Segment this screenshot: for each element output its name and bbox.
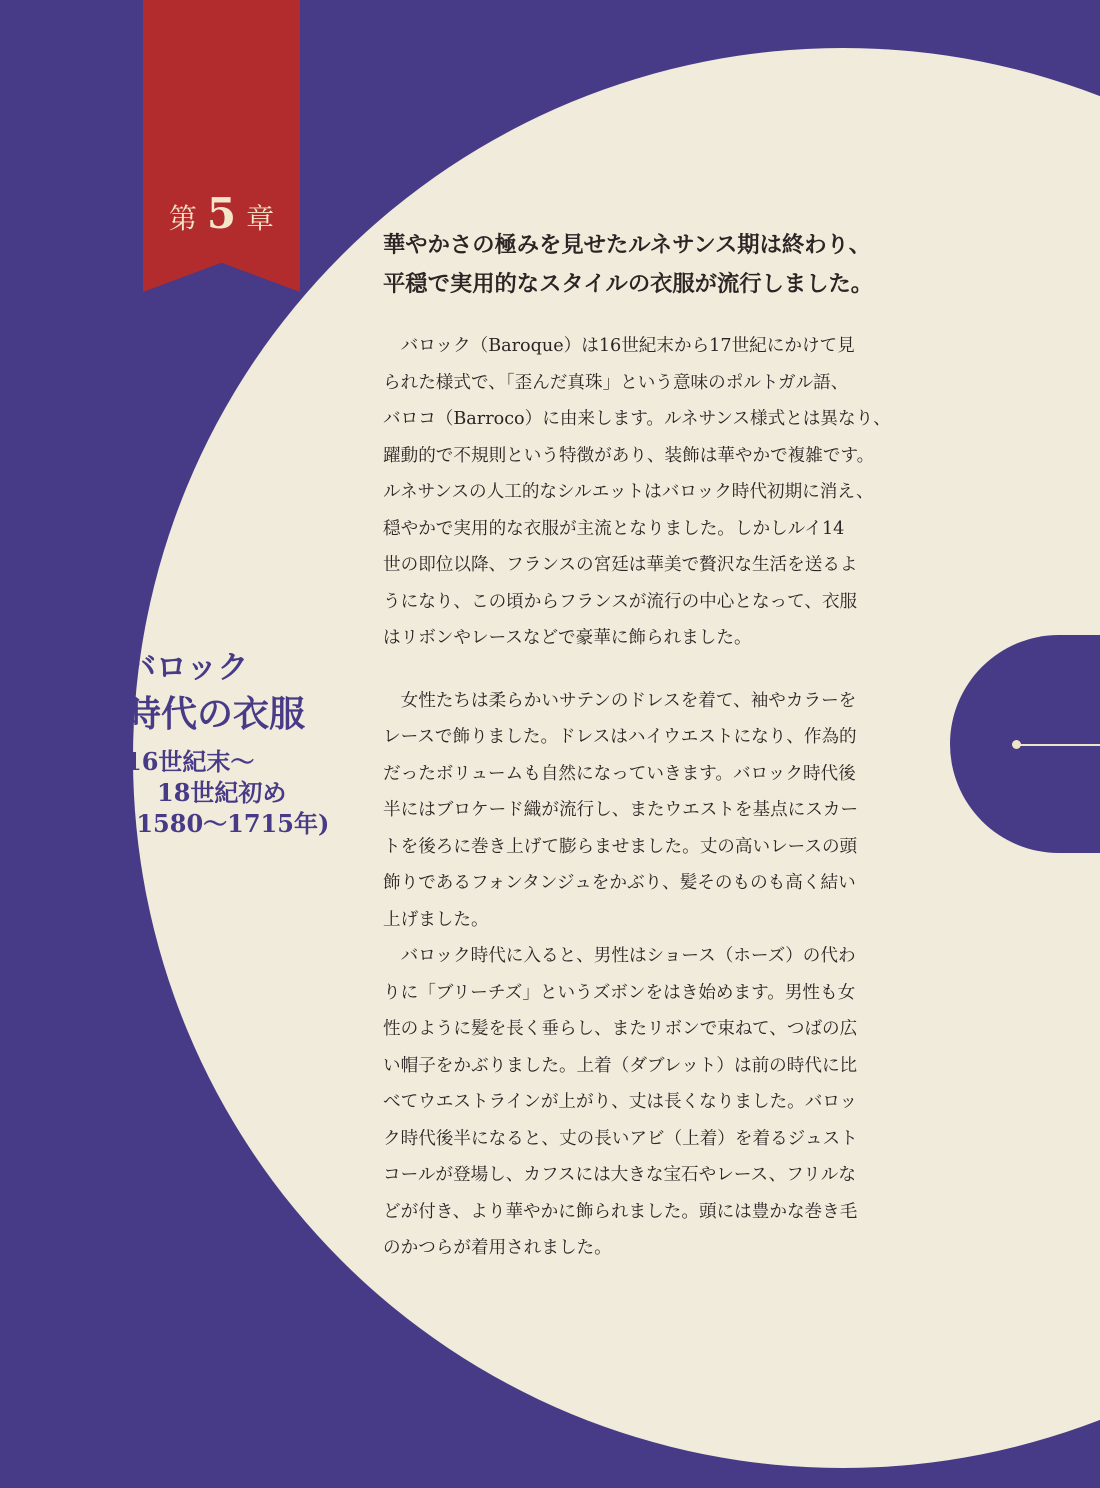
text-line: バロコ（Barroco）に由来します。ルネサンス様式とは異なり、 [383, 409, 891, 429]
era-heading [125, 646, 355, 840]
text-line: べてウエストラインが上がり、丈は長くなりました。バロッ [383, 1092, 858, 1112]
lead-text [383, 226, 963, 304]
main-content [383, 226, 963, 1267]
chapter-ribbon [143, 0, 300, 292]
text-line: 飾りであるフォンタンジュをかぶり、髪そのものも高く結い [383, 873, 856, 893]
text-line: 世の即位以降、フランスの宮廷は華美で贅沢な生活を送るよ [383, 555, 858, 575]
text-line: コールが登場し、カフスには大きな宝石やレース、フリルな [383, 1165, 856, 1185]
tab-line [1014, 744, 1100, 746]
chapter-suffix: 章 [246, 202, 275, 235]
era-range-line2: 18世紀初め [157, 778, 287, 807]
era-range-line1: 16世紀末〜 [125, 747, 255, 776]
text-line: バロック時代に入ると、男性はショース（ホーズ）の代わ [383, 946, 856, 966]
text-line: トを後ろに巻き上げて膨らませました。丈の高いレースの頭 [383, 836, 858, 857]
paragraph-1 [383, 328, 963, 657]
text-line: りに「ブリーチズ」というズボンをはき始めます。男性も女 [383, 982, 856, 1003]
paragraph-3 [383, 938, 963, 1267]
text-line: い帽子をかぶりました。上着（ダブレット）は前の時代に比 [383, 1055, 858, 1076]
era-title-line1: バロック [125, 650, 249, 686]
text-line: られた様式で、「歪んだ真珠」という意味のポルトガル語、 [383, 372, 849, 393]
text-line: 女性たちは柔らかいサテンのドレスを着て、袖やカラーを [383, 690, 857, 711]
paragraph-2 [383, 683, 963, 939]
chapter-number: 5 [206, 189, 237, 238]
text-line: どが付き、より華やかに飾られました。頭には豊かな巻き毛 [383, 1201, 858, 1222]
text-line: 上げました。 [383, 909, 489, 930]
paragraph-gap [383, 657, 963, 683]
text-line: 躍動的で不規則という特徴があり、装飾は華やかで複雑です。 [383, 445, 875, 466]
text-line: 半にはブロケード織が流行し、またウエストを基点にスカー [383, 800, 859, 820]
lead-line: 華やかさの極みを見せたルネサンス期は終わり、 [383, 232, 872, 258]
text-line: 穏やかで実用的な衣服が主流となりました。しかしルイ14 [383, 518, 845, 539]
chapter-prefix: 第 [168, 202, 197, 235]
body-text [383, 328, 963, 1267]
text-line: うになり、この頃からフランスが流行の中心となって、衣服 [383, 591, 858, 612]
text-line: のかつらが着用されました。 [383, 1238, 612, 1258]
text-line: レースで飾りました。ドレスはハイウエストになり、作為的 [383, 727, 857, 747]
text-line: バロック（Baroque）は16世紀末から17世紀にかけて見 [383, 336, 855, 356]
lead-line: 平穏で実用的なスタイルの衣服が流行しました。 [383, 271, 874, 297]
tab-dot [1012, 740, 1021, 749]
chapter-label [143, 188, 300, 245]
text-line: ルネサンスの人工的なシルエットはバロック時代初期に消え、 [383, 482, 874, 502]
era-years: (1580〜1715年) [125, 809, 330, 838]
era-title-line2: 時代の衣服 [125, 693, 306, 735]
text-line: ク時代後半になると、丈の長いアビ（上着）を着るジュスト [383, 1128, 858, 1149]
text-line: はリボンやレースなどで豪華に飾られました。 [383, 628, 752, 648]
text-line: だったボリュームも自然になっていきます。バロック時代後 [383, 763, 856, 784]
text-line: 性のように髪を長く垂らし、またリボンで束ねて、つばの広 [383, 1019, 858, 1039]
